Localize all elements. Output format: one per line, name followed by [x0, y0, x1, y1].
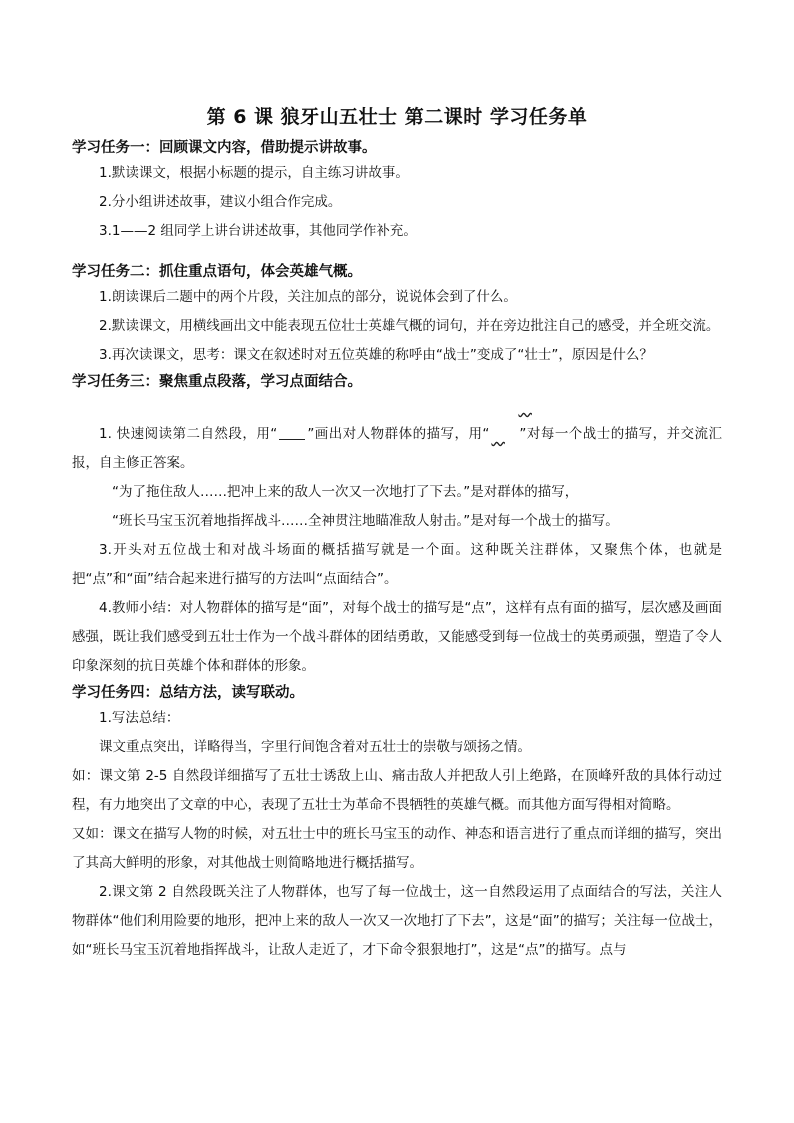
task1-item-1: 1.默读课文，根据小标题的提示，自主练习讲故事。 — [99, 165, 409, 181]
task3-item-1-part-b: ”画出对人物群体的描写，用“ — [307, 426, 490, 442]
task3-item-4: 4.教师小结：对人物群体的描写是“面”，对每个战士的描写是“点”，这样有点有面的描写，层次感及画面感强，既让我们感受到五壮士作为一个战斗群体的团结勇敢，又能感受到每一位战士的英勇顽强，塑造了令人印象深刻的抗日英雄个体和群体的形象。 — [72, 600, 722, 674]
straight-underline-mark — [279, 425, 305, 440]
task4-example-2: 又如：课文在描写人物的时候，对五壮士中的班长马宝玉的动作、神态和语言进行了重点而详细的描写，突出了其高大鲜明的形象，对其他战士则简略地进行概括描写。 — [72, 826, 722, 871]
task2-heading: 学习任务二：抓住重点语句，体会英雄气概。 — [72, 263, 362, 280]
task1-item-3: 3.1——2 组同学上讲台讲述故事，其他同学作补充。 — [99, 223, 417, 239]
task2-item-2: 2.默读课文，用横线画出文中能表现五位壮士英雄气概的词句，并在旁边批注自己的感受，并全班交流。 — [99, 318, 720, 334]
task3-item-1-part-c: ”对每一个战士的描写，并交流汇报，自主修正答案。 — [72, 426, 722, 471]
spacer — [72, 246, 722, 260]
page-title: 第 6 课 狼牙山五壮士 第二课时 学习任务单 — [206, 106, 588, 128]
task3-quote-2: “班长马宝玉沉着地指挥战斗……全神贯注地瞄准敌人射击。”是对每一个战士的描写。 — [112, 513, 619, 529]
task4-item-2: 2.课文第 2 自然段既关注了人物群体，也写了每一位战士，这一自然段运用了点面结合的写法，关注人物群体“他们利用险要的地形，把冲上来的敌人一次又一次地打了下去”，这是“面”的描写；关注每一位战士，如“班长马宝玉沉着地指挥战斗，让敌人走近了，才下命令狠狠地打”，这是“点”的描写。点与 — [72, 884, 722, 958]
document-page — [72, 104, 722, 965]
task1-heading: 学习任务一：回顾课文内容，借助提示讲故事。 — [72, 139, 377, 156]
wavy-underline-mark — [491, 393, 517, 407]
task3-item-1 — [72, 393, 722, 478]
task3-heading: 学习任务三：聚焦重点段落，学习点面结合。 — [72, 373, 362, 390]
task1-item-2: 2.分小组讲述故事，建议小组合作完成。 — [99, 194, 342, 210]
task2-item-3: 3.再次读课文，思考：课文在叙述时对五位英雄的称呼由“战士”变成了“壮士”，原因是什么？ — [99, 347, 653, 363]
task4-summary: 课文重点突出，详略得当，字里行间饱含着对五壮士的崇敬与颂扬之情。 — [99, 739, 531, 755]
task4-example-1: 如：课文第 2-5 自然段详细描写了五壮士诱敌上山、痛击敌人并把敌人引上绝路，在顶峰歼敌的具体行动过程，有力地突出了文章的中心，表现了五壮士为革命不畏牺牲的英雄气概。而其他方面写得相对简略。 — [72, 768, 722, 813]
task4-item-1: 1.写法总结： — [99, 710, 180, 726]
task3-item-1-part-a: 1. 快速阅读第二自然段，用“ — [99, 426, 278, 442]
task3-item-3: 3.开头对五位战士和对战斗场面的概括描写就是一个面。这种既关注群体，又聚焦个体，也就是把“点”和“面”结合起来进行描写的方法叫“点面结合”。 — [72, 542, 722, 587]
task2-item-1: 1.朗读课后二题中的两个片段，关注加点的部分，说说体会到了什么。 — [99, 289, 517, 305]
task3-quote-1: “为了拖住敌人……把冲上来的敌人一次又一次地打了下去。”是对群体的描写， — [112, 484, 579, 500]
task4-heading: 学习任务四：总结方法，读写联动。 — [72, 684, 304, 701]
